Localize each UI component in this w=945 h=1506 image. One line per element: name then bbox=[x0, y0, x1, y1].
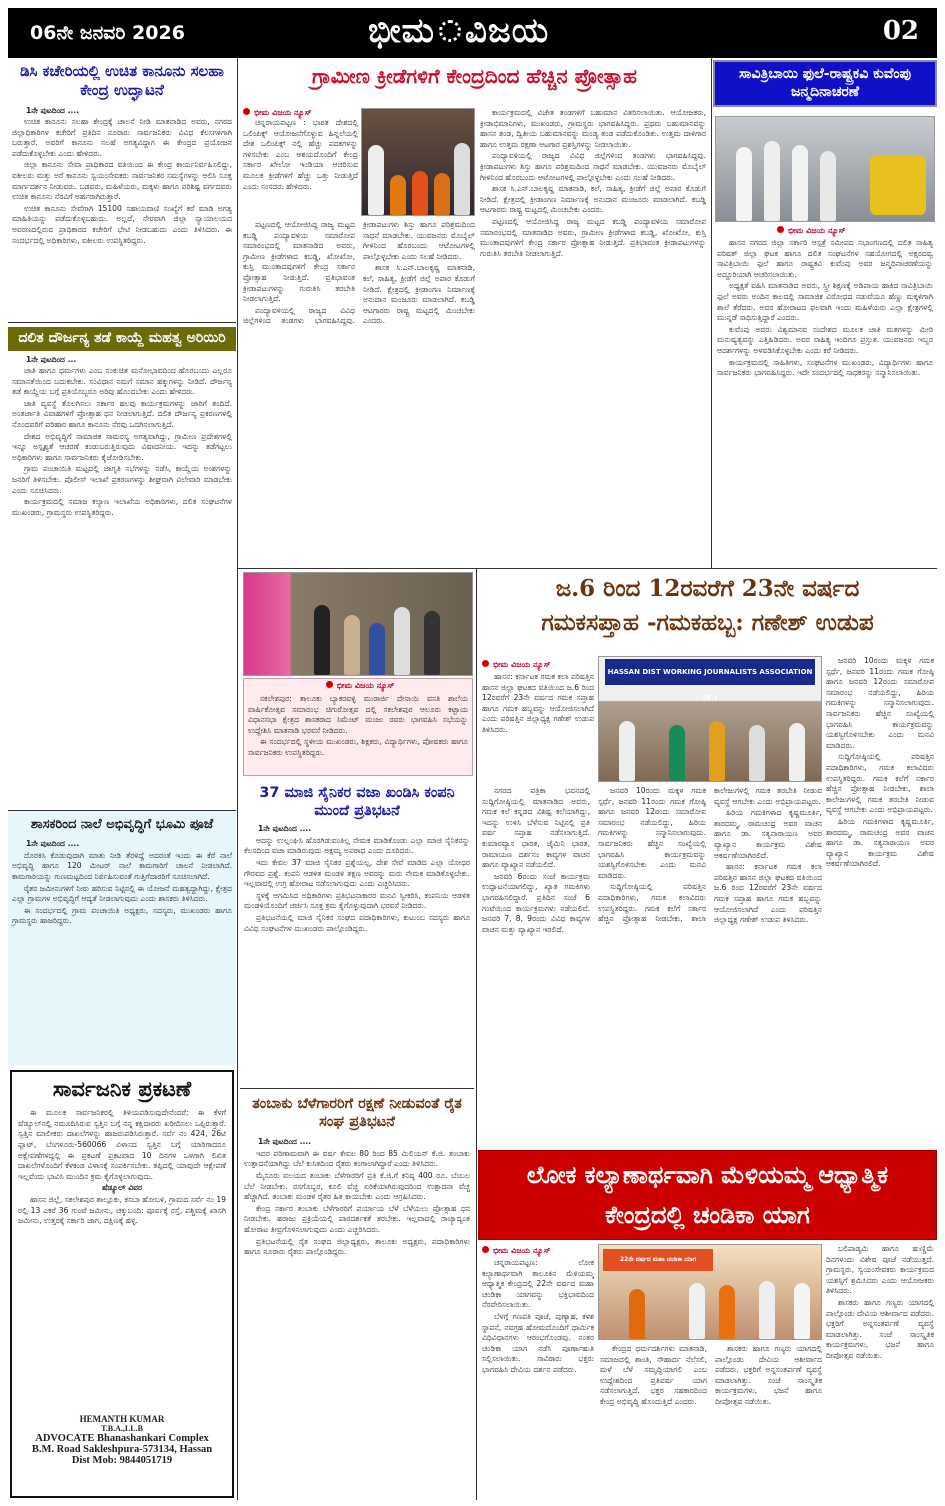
yaga-event-photo bbox=[598, 1244, 822, 1340]
paragraph: ಜಾತಿ ಹಾಗೂ ಧರ್ಮಗಳು ಎಂಬ ಸಂಕುಚಿತ ಮನೋಭಾವದಿಂದ ಹೊರಬಂದು ಎಲ್ಲರೂ ಸಮಾನತೆಯಿಂದ ಬದುಕಬೇಕು. ಸಂವಿಧಾನ ನಮಗೆ ಸಮಾನ ಹಕ್ಕುಗಳನ್ನು ನೀಡಿದೆ. ದೌರ್ಜನ್ಯ ತಡೆ ಕಾಯ್ದೆಯ ಬಗ್ಗೆ ಪ್ರತಿಯೊಬ್ಬರೂ ಅರಿವು ಹೊಂದಬೇಕು ಎಂದು ಹೇಳಿದರು. bbox=[12, 366, 232, 397]
headline: ಗ್ರಾಮೀಣ ಕ್ರೀಡೆಗಳಿಗೆ ಕೇಂದ್ರದಿಂದ ಹೆಚ್ಚಿನ ಪ್ರೋತ್ಸಾಹ bbox=[311, 64, 638, 88]
paragraph: ನಗರದ ಪತ್ರಿಕಾ ಭವನದಲ್ಲಿ ಸುದ್ದಿಗೋಷ್ಠಿಯಲ್ಲಿ ಮಾತನಾಡಿದ ಅವರು, ಗಮಕ ಕಲೆ ಕನ್ನಡದ ವಿಶಿಷ್ಟ ಕಲೆಯಾಗಿದ್ದು, ಇದನ್ನು ಉಳಿಸಿ ಬೆಳೆಸುವ ನಿಟ್ಟಿನಲ್ಲಿ ಪ್ರತಿ ವರ್ಷ ಸಪ್ತಾಹ ನಡೆಸಲಾಗುತ್ತಿದೆ. ಕುಮಾರವ್ಯಾಸ ಭಾರತ, ಜೈಮಿನಿ ಭಾರತ, ರಾಮಾಯಣ ದರ್ಶನಂ ಕಾವ್ಯಗಳ ವಾಚನ ಹಾಗೂ ವ್ಯಾಖ್ಯಾನ ನಡೆಯಲಿದೆ. bbox=[482, 786, 590, 870]
headline: ತಂಬಾಕು ಬೆಳೆಗಾರರಿಗೆ ರಕ್ಷಣೆ ನೀಡುವಂತೆ ರೈತ ಸಂಘ ಪ್ರತಿಭಟನೆ bbox=[252, 1096, 462, 1131]
bullet-icon bbox=[482, 1246, 489, 1253]
photo-caption: ಸಕಲೇಶಪುರ: ತಾಲೂಕು ಬ್ಯಾಕರವಳ್ಳಿ ಮುರಾರ್ಜಿ ದೇಸಾಯಿ ವಸತಿ ಶಾಲೆಯ ವಾರ್ಷಿಕೋತ್ಸವ ಸಮಾರಂಭ ಚಿಗುರೋತ್ಸವ ದಲ್ಲಿ ಸಕಲೇಶಪುರ ಆಲೂರು ಕಟ್ಟಾಯ ವಿಧಾನಸಭಾ ಕ್ಷೇತ್ರದ ಶಾಸಕರಾದ ಸಿಮೆಂಟ್ ಮಂಜು ರವರು ಭಾಗವಹಿಸಿ ಸಭೆಯನ್ನು ಉದ್ದೇಶಿಸಿ ಮಾತನಾಡಿ ಭರವಸೆ ನೀಡಿದರು. bbox=[248, 694, 468, 735]
advocate-address-1: ADVOCATE Bhanashankari Complex bbox=[35, 1433, 209, 1445]
school-anniversary-photo bbox=[243, 572, 473, 676]
paragraph: ಹಿರಿಯ ಗಮಕಿಗಳಾದ ಕೃಷ್ಣಮೂರ್ತಿ, ಶಾರದಮ್ಮ, ರಾಮಚಂದ್ರ ಅವರ ವಾಚನ ಹಾಗೂ ಡಾ. ಸತ್ಯನಾರಾಯಣ ಅವರ ವ್ಯಾಖ್ಯಾನ ಕಾರ್ಯಕ್ರಮ ವಿಶೇಷ ಆಕರ್ಷಣೆಯಾಗಿರಲಿದೆ. bbox=[826, 816, 934, 869]
headline: 37 ಮಾಜಿ ಸೈನಿಕರ ವಜಾ ಖಂಡಿಸಿ ಕಂಪನಿ ಮುಂದೆ ಪ್ರತಿಭಟನೆ bbox=[259, 785, 455, 820]
bullet-icon bbox=[243, 108, 250, 115]
article-legal-aid bbox=[8, 60, 236, 318]
paragraph: ಸ್ಥಳಕ್ಕೆ ಆಗಮಿಸಿದ ಅಧಿಕಾರಿಗಳು ಪ್ರತಿಭಟನಾಕಾರರ ಮನವಿ ಸ್ವೀಕರಿಸಿ, ಕಂಪನಿಯ ಆಡಳಿತ ಮಂಡಳಿಯೊಂದಿಗೆ ಚರ್ಚಿಸಿ ಸೂಕ್ತ ಕ್ರಮ ಕೈಗೊಳ್ಳುವುದಾಗಿ ಭರವಸೆ ನೀಡಿದರು. bbox=[244, 890, 470, 911]
paragraph: ಆದನ್ನು ಉಲ್ಲಂಘಿಸಿ ಹೊರಗಿಡುವಂತಿಲ್ಲ ನೇಮಕ ಮಾಡಿಕೊಂಡು ಎಲ್ಲಾ ಮಾಜಿ ಸೈನಿಕರನ್ನು ಕೆಲಸದಿಂದ ವಜಾ ಮಾಡಿರುವುದು ಅಕ್ಷಮ್ಯ ಅಪರಾಧ ಎಂದು ದೂರಿದರು. bbox=[244, 835, 470, 856]
paragraph: ಉಚಿತ ಕಾನೂನು ಸಲಹಾ ಕೇಂದ್ರಕ್ಕೆ ಚಾಲನೆ ನೀಡಿ ಮಾತನಾಡಿದ ಅವರು, ನಗರದ ಜಿಲ್ಲಾಧಿಕಾರಿಗಳ ಕಚೇರಿಗೆ ಪ್ರತಿದಿನ ನೂರಾರು ಸಾರ್ವಜನಿಕರು ವಿವಿಧ ಕೆಲಸಗಳಿಗಾಗಿ ಬರುತ್ತಾರೆ. ಅವರಿಗೆ ಕಾನೂನು ಸಲಹೆ ಅಗತ್ಯವಿದ್ದಾಗ ಈ ಕೇಂದ್ರದ ಪ್ರಯೋಜನ ಪಡೆದುಕೊಳ್ಳಬೇಕು ಎಂದು ಹೇಳಿದರು. bbox=[12, 117, 232, 158]
paragraph: ಬಲಿಪಾಡ್ಯಮಿ ಹಾಗೂ ಹುಣ್ಣಿಮೆ ದಿನಗಳಂದು ವಿಶೇಷ ಪೂಜೆ ನಡೆಯುತ್ತದೆ. ಗ್ರಾಮಸ್ಥರು, ಸ್ವಯಂಸೇವಕರು ಕಾರ್ಯಕ್ರಮದ ಯಶಸ್ಸಿಗೆ ಶ್ರಮಿಸಿದರು ಎಂದು ಆಯೋಜಕರು ತಿಳಿಸಿದರು. bbox=[826, 1244, 934, 1296]
article-rural-sports bbox=[239, 60, 710, 566]
paragraph: ಪಂದ್ಯಾವಳಿಯಲ್ಲಿ ರಾಜ್ಯದ ವಿವಿಧ ಜಿಲ್ಲೆಗಳಿಂದ ತಂಡಗಳು ಭಾಗವಹಿಸಿದ್ದವು. ಕ್ರೀಡಾಪಟುಗಳು ಶಿಸ್ತು ಹಾಗೂ ಪರಿಶ್ರಮದಿಂದ ಸಾಧನೆ ಮಾಡಬೇಕು. ಯುವಜನರು ಮೊಬೈಲ್ ಗೀಳಿನಿಂದ ಹೊರಬಂದು ಆಟೋಟಗಳಲ್ಲಿ ಪಾಲ್ಗೊಳ್ಳಬೇಕು ಎಂದು ಸಲಹೆ ನೀಡಿದರು. bbox=[243, 220, 475, 326]
paragraph: ಚನ್ನರಾಯಪಟ್ಟಣ : ಭಾರತ ದೇಶದಲ್ಲಿ ಒಲಿಂಪಿಕ್ಸ್ ಆಯೋಜನೆಗೊಳ್ಳುವ ಹಿನ್ನಲೆಯಲ್ಲಿ ದೇಶ ಒಲಿಂಪಿಕ್ಸ್ ನಲ್ಲಿ ಹೆಚ್ಚು ಪದಕಗಳನ್ನು ಗಳಿಸಬೇಕು ಎಂಬ ಆಶಯದೊಂದಿಗೆ ಕೇಂದ್ರ ಸರ್ಕಾರ ಖೇಲೋ ಇಂಡಿಯಾ ಆಚರಿಸುವ ಮೂಲಕ ಕ್ರೀಡೆಗಳಿಗೆ ಹೆಚ್ಚು ಒತ್ತು ನೀಡುತ್ತಿದೆ ಎಂದು ಸಂಸದರು ಹೇಳಿದರು. bbox=[243, 118, 358, 191]
article-ex-soldiers-protest bbox=[240, 780, 474, 1086]
paragraph: ಕೇಂದ್ರದ ಧರ್ಮದರ್ಶಿಗಳು ಮಾತನಾಡಿ, ಸಮಾಜದಲ್ಲಿ ಶಾಂತಿ, ಸೌಹಾರ್ದ ನೆಲೆಸಲಿ, ಮಳೆ ಬೆಳೆ ಸಮೃದ್ಧಿಯಾಗಲಿ ಎಂಬ ಉದ್ದೇಶದಿಂದ ಪ್ರತಿವರ್ಷ ಯಾಗ ನಡೆಸಲಾಗುತ್ತಿದೆ. ಭಕ್ತರ ಸಹಕಾರದಿಂದ ಕೇಂದ್ರ ಅಭಿವೃದ್ಧಿ ಹೊಂದುತ್ತಿದೆ ಎಂದರು. bbox=[600, 1344, 707, 1406]
paragraph: ಹಿರಿಯ ಗಮಕಿಗಳಾದ ಕೃಷ್ಣಮೂರ್ತಿ, ಶಾರದಮ್ಮ, ರಾಮಚಂದ್ರ ಅವರ ವಾಚನ ಹಾಗೂ ಡಾ. ಸತ್ಯನಾರಾಯಣ ಅವರ ವ್ಯಾಖ್ಯಾನ ಕಾರ್ಯಕ್ರಮ ವಿಶೇಷ ಆಕರ್ಷಣೆಯಾಗಿರಲಿದೆ. bbox=[714, 808, 822, 860]
paragraph: ಕೇಂದ್ರ ಸರ್ಕಾರ ತಂಬಾಕು ಬೆಳೆಗಾರರಿಗೆ ಪರ್ಯಾಯ ಬೆಳೆ ಬೆಳೆಯಲು ಪ್ರೋತ್ಸಾಹ ಧನ ನೀಡಬೇಕು. ಹರಾಜು ಪ್ರಕ್ರಿಯೆಯಲ್ಲಿ ಪಾರದರ್ಶಕತೆ ತರಬೇಕು. ಇಲ್ಲವಾದಲ್ಲಿ ರಾಜ್ಯಾದ್ಯಂತ ಹೋರಾಟ ತೀವ್ರಗೊಳಿಸಲಾಗುವುದು ಎಂದು ಎಚ್ಚರಿಸಿದರು. bbox=[244, 1203, 470, 1234]
article-savitribai-kuvempu bbox=[713, 60, 937, 566]
paragraph: ಅಧ್ಯಕ್ಷತೆ ವಹಿಸಿ ಮಾತನಾಡಿದ ಅವರು, ಸ್ತ್ರೀ ಶಿಕ್ಷಣಕ್ಕೆ ಅಡಿಪಾಯ ಹಾಕಿದ ಸಾವಿತ್ರಿಬಾಯಿ ಫುಲೆ ಅವರು ಅಂದಿನ ಕಾಲದಲ್ಲಿ ಸಾಮಾಜಿಕ ವಿರೋಧದ ನಡುವೆಯೂ ಹೆಣ್ಣು ಮಕ್ಕಳಿಗಾಗಿ ಶಾಲೆ ತೆರೆದರು. ಅವರ ಹೋರಾಟದ ಫಲವಾಗಿ ಇಂದು ಮಹಿಳೆಯರು ಎಲ್ಲಾ ಕ್ಷೇತ್ರಗಳಲ್ಲಿ ಮುನ್ನಡೆ ಸಾಧಿಸುತ್ತಿದ್ದಾರೆ ಎಂದರು. bbox=[717, 281, 933, 323]
paragraph: ಪಟ್ಟಣದಲ್ಲಿ ಆಯೋಜಿಸಿದ್ದ ರಾಜ್ಯ ಮಟ್ಟದ ಕಬಡ್ಡಿ ಪಂದ್ಯಾವಳಿಯ ಸಮಾರೋಪ ಸಮಾರಂಭದಲ್ಲಿ ಮಾತನಾಡಿದ ಅವರು, ಗ್ರಾಮೀಣ ಕ್ರೀಡೆಗಳಾದ ಕಬಡ್ಡಿ, ಖೋಖೋ, ಕುಸ್ತಿ ಮುಂತಾದವುಗಳಿಗೆ ಕೇಂದ್ರ ಸರ್ಕಾರ ಪ್ರೋತ್ಸಾಹ ನೀಡುತ್ತಿದೆ. ಪ್ರತಿಭಾವಂತ ಕ್ರೀಡಾಪಟುಗಳನ್ನು ಗುರುತಿಸಿ ತರಬೇತಿ ನೀಡಲಾಗುತ್ತಿದೆ. bbox=[480, 216, 706, 258]
paragraph: ಶಾಸಕರು ಹಾಗೂ ಗಣ್ಯರು ಯಾಗದಲ್ಲಿ ಪಾಲ್ಗೊಂಡು ದೇವಿಯ ಆಶೀರ್ವಾದ ಪಡೆದರು. ಭಕ್ತರಿಗೆ ಅನ್ನಸಂತರ್ಪಣೆ ವ್ಯವಸ್ಥೆ ಮಾಡಲಾಗಿತ್ತು. ಸಂಜೆ ಸಾಂಸ್ಕೃತಿಕ ಕಾರ್ಯಕ್ರಮಗಳು, ಭಜನೆ ಹಾಗೂ ದೀಪೋತ್ಸವ ನಡೆಯಿತು. bbox=[715, 1344, 822, 1406]
masthead bbox=[8, 8, 937, 58]
public-notice bbox=[10, 1070, 234, 1498]
byline: ಭೀಮ ವಿಜಯ ನ್ಯೂಸ್ bbox=[777, 226, 845, 236]
column-rule bbox=[711, 58, 712, 568]
newspaper-logo bbox=[368, 11, 549, 51]
headline bbox=[478, 572, 937, 640]
paragraph: ಸುದ್ದಿಗೋಷ್ಠಿಯಲ್ಲಿ ಪರಿಷತ್ತಿನ ಪದಾಧಿಕಾರಿಗಳು, ಗಮಕ ಕಲಾವಿದರು ಉಪಸ್ಥಿತರಿದ್ದರು. ಗಮಕ ಕಲೆಗೆ ಸರ್ಕಾರ ಹೆಚ್ಚಿನ ಪ್ರೋತ್ಸಾಹ ನೀಡಬೇಕು, ಶಾಲಾ ಕಾಲೇಜುಗಳಲ್ಲಿ ಗಮಕ ತರಬೇತಿ ನೀಡುವ ವ್ಯವಸ್ಥೆ ಆಗಬೇಕು ಎಂದು ಅಭಿಪ್ರಾಯಪಟ್ಟರು. bbox=[598, 786, 822, 924]
paragraph: ಹಾಸನ: ಕರ್ನಾಟಕ ಗಮಕ ಕಲಾ ಪರಿಷತ್ತಿನ ಹಾಸನ ಜಿಲ್ಲಾ ಘಟಕದ ವತಿಯಿಂದ ಜ.6 ರಿಂದ 12ರವರೆಗೆ 23ನೇ ವರ್ಷದ ಗಮಕ ಸಪ್ತಾಹ ಹಾಗೂ ಗಮಕ ಹಬ್ಬವನ್ನು ಆಯೋಜಿಸಲಾಗಿದೆ ಎಂದು ಪರಿಷತ್ತಿನ ಜಿಲ್ಲಾಧ್ಯಕ್ಷ ಗಣೇಶ್ ಉಡುಪ ತಿಳಿಸಿದರು. bbox=[714, 862, 822, 925]
paragraph: ಜಿಲ್ಲಾ ಕಾನೂನು ಸೇವಾ ಪ್ರಾಧಿಕಾರದ ವತಿಯಿಂದ ಈ ಕೇಂದ್ರ ಕಾರ್ಯನಿರ್ವಹಿಸಲಿದ್ದು, ವಕೀಲರು ಮತ್ತು ಅರೆ ಕಾನೂನು ಸ್ವಯಂಸೇವಕರು ಸಾರ್ವಜನಿಕರ ಸಮಸ್ಯೆಗಳನ್ನು ಆಲಿಸಿ ಸೂಕ್ತ ಮಾರ್ಗದರ್ಶನ ನೀಡುವರು. ಬಡವರು, ಮಹಿಳೆಯರು, ಮಕ್ಕಳು ಹಾಗೂ ಪರಿಶಿಷ್ಟ ವರ್ಗದವರು ಉಚಿತ ಕಾನೂನು ನೆರವಿಗೆ ಅರ್ಹರಾಗಿರುತ್ತಾರೆ. bbox=[12, 160, 232, 202]
photo-caption: ಈ ಸಂದರ್ಭದಲ್ಲಿ ಸ್ಥಳೀಯ ಮುಖಂಡರು, ಶಿಕ್ಷಕರು, ವಿದ್ಯಾರ್ಥಿಗಳು, ಪೋಷಕರು ಹಾಗೂ ಸಾರ್ವಜನಿಕರು ಉಪಸ್ಥಿತರಿದ್ದರು. bbox=[248, 737, 468, 757]
paragraph: ಗ್ರಾಮ ಪಂಚಾಯಿತಿ ಮಟ್ಟದಲ್ಲಿ ಜಾಗೃತಿ ಸಭೆಗಳನ್ನು ನಡೆಸಿ, ಕಾಯ್ದೆಯ ಅಂಶಗಳನ್ನು ಜನರಿಗೆ ತಿಳಿಸಬೇಕು. ಪೊಲೀಸ್ ಇಲಾಖೆ ಪ್ರಕರಣಗಳನ್ನು ಶೀಘ್ರವಾಗಿ ವಿಲೇವಾರಿ ಮಾಡಬೇಕು ಎಂದು ಸೂಚಿಸಿದರು. bbox=[12, 464, 232, 495]
continued-label: 1ನೇ ಪುಟದಿಂದ .... bbox=[26, 105, 80, 115]
paragraph: ಕುವೆಂಪು ಅವರು ವಿಶ್ವಮಾನವ ಸಂದೇಶದ ಮೂಲಕ ಜಾತಿ ಮತಗಳನ್ನು ಮೀರಿ ಮನುಷ್ಯತ್ವವನ್ನು ಎತ್ತಿಹಿಡಿದರು. ಅವರ ಸಾಹಿತ್ಯ ಇಂದಿಗೂ ಪ್ರಸ್ತುತ. ಯುವಜನರು ಇಬ್ಬರ ಆದರ್ಶಗಳನ್ನು ಅಳವಡಿಸಿಕೊಳ್ಳಬೇಕು ಎಂದು ಕರೆ ನೀಡಿದರು. bbox=[717, 324, 933, 355]
paragraph: ಶಾಸಕ ಸಿ.ಎನ್.ಬಾಲಕೃಷ್ಣ ಮಾತನಾಡಿ, ಕಲೆ, ಸಾಹಿತ್ಯ, ಕ್ರೀಡೆಗೆ ಜಿಲ್ಲೆ ಅಪಾರ ಕೊಡುಗೆ ನೀಡಿದೆ. ಕ್ಷೇತ್ರದಲ್ಲಿ ಕ್ರೀಡಾಂಗಣ ನಿರ್ಮಾಣಕ್ಕೆ ಅನುದಾನ ಮಂಜೂರು ಮಾಡಲಾಗಿದೆ. ಕಬಡ್ಡಿ ಆಟಗಾರರು ರಾಷ್ಟ್ರ ಮಟ್ಟದಲ್ಲಿ ಮಿಂಚಬೇಕು ಎಂದರು. bbox=[480, 184, 706, 215]
paragraph: ದೇಶದ ಅಭಿವೃದ್ಧಿಗೆ ಸಾಮಾಜಿಕ ಸಾಮರಸ್ಯ ಅಗತ್ಯವಾಗಿದ್ದು, ಗ್ರಾಮೀಣ ಪ್ರದೇಶಗಳಲ್ಲಿ ಇನ್ನೂ ಅಸ್ಪೃಶ್ಯತೆ ಆಚರಣೆ ಕಂಡುಬರುತ್ತಿರುವುದು ವಿಷಾದನೀಯ. ಇದನ್ನು ತಡೆಗಟ್ಟಲು ಅಧಿಕಾರಿಗಳು ಹಾಗೂ ಸಾರ್ವಜನಿಕರು ಕೈಜೋಡಿಸಬೇಕು. bbox=[12, 431, 232, 462]
advocate-address-2: B.M. Road Sakleshpura-573134, Hassan bbox=[31, 1444, 213, 1456]
paragraph: ಕಾರ್ಯಕ್ರಮದಲ್ಲಿ ಸಮಾಜ ಕಲ್ಯಾಣ ಇಲಾಖೆಯ ಅಧಿಕಾರಿಗಳು, ದಲಿತ ಸಂಘಟನೆಗಳ ಮುಖಂಡರು, ಗ್ರಾಮಸ್ಥರು ಉಪಸ್ಥಿತರಿದ್ದರು. bbox=[12, 497, 232, 517]
paragraph: ಪಟ್ಟಣದಲ್ಲಿ ಆಯೋಜಿಸಿದ್ದ ರಾಜ್ಯ ಮಟ್ಟದ ಕಬಡ್ಡಿ ಪಂದ್ಯಾವಳಿಯ ಸಮಾರೋಪ ಸಮಾರಂಭದಲ್ಲಿ ಮಾತನಾಡಿದ ಅವರು, ಗ್ರಾಮೀಣ ಕ್ರೀಡೆಗಳಾದ ಕಬಡ್ಡಿ, ಖೋಖೋ, ಕುಸ್ತಿ ಮುಂತಾದವುಗಳಿಗೆ ಕೇಂದ್ರ ಸರ್ಕಾರ ಪ್ರೋತ್ಸಾಹ ನೀಡುತ್ತಿದೆ. ಪ್ರತಿಭಾವಂತ ಕ್ರೀಡಾಪಟುಗಳನ್ನು ಗುರುತಿಸಿ ತರಬೇತಿ ನೀಡಲಾಗುತ್ತಿದೆ. bbox=[243, 220, 355, 304]
issue-date: 06ನೇ ಜನವರಿ 2026 bbox=[30, 22, 185, 44]
column-rule bbox=[237, 58, 238, 1500]
paragraph: ದೊರಕಿಸಿ ಕೊಡುವುದಾಗಿ ಮಾತು ನೀಡಿ ತೆರಳಿದ್ದೆ ಅದರಂತೆ ಇಂದು ಈ ಕೆರೆ ನಾಲೆ ಅಭಿವೃದ್ಧಿ ಹಾಗೂ 120 ಮೀಟರ್ ನಾಲೆ ಕಾಮಗಾರಿಗೆ ಚಾಲನೆ ನೀಡಲಾಗಿದೆ. ಕಾಮಗಾರಿಯನ್ನು ಗುಣಮಟ್ಟದಿಂದ ನಿರ್ವಹಿಸುವಂತೆ ಗುತ್ತಿಗೆದಾರರಿಗೆ ಸೂಚಿಸಲಾಗಿದೆ. bbox=[12, 850, 232, 882]
article-atrocity-act bbox=[8, 322, 236, 806]
article-chandika-yaga bbox=[478, 1150, 937, 1500]
paragraph: ಸುದ್ದಿಗೋಷ್ಠಿಯಲ್ಲಿ ಪರಿಷತ್ತಿನ ಪದಾಧಿಕಾರಿಗಳು, ಗಮಕ ಕಲಾವಿದರು ಉಪಸ್ಥಿತರಿದ್ದರು. ಗಮಕ ಕಲೆಗೆ ಸರ್ಕಾರ ಹೆಚ್ಚಿನ ಪ್ರೋತ್ಸಾಹ ನೀಡಬೇಕು, ಶಾಲಾ ಕಾಲೇಜುಗಳಲ್ಲಿ ಗಮಕ ತರಬೇತಿ ನೀಡುವ ವ್ಯವಸ್ಥೆ ಆಗಬೇಕು ಎಂದು ಅಭಿಪ್ರಾಯಪಟ್ಟರು. bbox=[826, 752, 934, 815]
headline: ದಲಿತ ದೌರ್ಜನ್ಯ ತಡೆ ಕಾಯ್ದೆ ಮಹತ್ವ ಅರಿಯಿರಿ bbox=[8, 327, 236, 351]
paragraph: ಈ ಸಂದರ್ಭದಲ್ಲಿ ಗ್ರಾಮ ಪಂಚಾಯಿತಿ ಅಧ್ಯಕ್ಷರು, ಸದಸ್ಯರು, ಮುಖಂಡರು ಹಾಗೂ ಗ್ರಾಮಸ್ಥರು ಹಾಜರಿದ್ದರು. bbox=[12, 905, 232, 926]
paragraph: ಪ್ರತಿಭಟನೆಯಲ್ಲಿ ಮಾಜಿ ಸೈನಿಕರ ಸಂಘದ ಪದಾಧಿಕಾರಿಗಳು, ಕುಟುಂಬ ಸದಸ್ಯರು ಹಾಗೂ ವಿವಿಧ ಸಂಘಟನೆಗಳ ಮುಖಂಡರು ಪಾಲ್ಗೊಂಡಿದ್ದರು. bbox=[244, 913, 470, 933]
paragraph: ಹಾಸನ: ಕರ್ನಾಟಕ ಗಮಕ ಕಲಾ ಪರಿಷತ್ತಿನ ಹಾಸನ ಜಿಲ್ಲಾ ಘಟಕದ ವತಿಯಿಂದ ಜ.6 ರಿಂದ 12ರವರೆಗೆ 23ನೇ ವರ್ಷದ ಗಮಕ ಸಪ್ತಾಹ ಹಾಗೂ ಗಮಕ ಹಬ್ಬವನ್ನು ಆಯೋಜಿಸಲಾಗಿದೆ ಎಂದು ಪರಿಷತ್ತಿನ ಜಿಲ್ಲಾಧ್ಯಕ್ಷ ಗಣೇಶ್ ಉಡುಪ ತಿಳಿಸಿದರು. bbox=[482, 672, 594, 734]
ashoka-chakra-icon bbox=[439, 20, 461, 42]
article-gamaka-week bbox=[478, 572, 937, 1146]
paragraph: ಉಚಿತ ಕಾನೂನು ಸೇವೆಗಾಗಿ 15100 ಸಹಾಯವಾಣಿ ಸಂಖ್ಯೆಗೆ ಕರೆ ಮಾಡಿ ಅಗತ್ಯ ಮಾಹಿತಿಯನ್ನು ಪಡೆದುಕೊಳ್ಳಬಹುದು. ಅಲ್ಲದೆ, ನೇರವಾಗಿ ಜಿಲ್ಲಾ ನ್ಯಾಯಾಲಯದ ಆವರಣದಲ್ಲಿರುವ ಪ್ರಾಧಿಕಾರದ ಕಚೇರಿಗೆ ಭೇಟಿ ನೀಡಬಹುದು ಎಂದು ತಿಳಿಸಿದರು. ಈ ಸಂದರ್ಭದಲ್ಲಿ ಅಧಿಕಾರಿಗಳು, ವಕೀಲರು ಉಪಸ್ಥಿತರಿದ್ದರು. bbox=[12, 203, 232, 245]
photo-caption-box bbox=[243, 678, 473, 776]
headline: ಸಾವಿತ್ರಿಬಾಯಿ ಫುಲೆ-ರಾಷ್ಟ್ರಕವಿ ಕುವೆಂಪು ಜನ್ಮದಿನಾಚರಣೆ bbox=[713, 60, 937, 107]
advocate-name: HEMANTH KUMAR bbox=[79, 1414, 165, 1425]
continued-label: 1ನೇ ಪುಟದಿಂದ .... bbox=[258, 1137, 312, 1147]
schedule-label: ಷೆಡ್ಯೂಲ್ ವಿವರ bbox=[101, 1183, 142, 1193]
paragraph: ಬೆಳಗ್ಗೆ ಗಣಪತಿ ಪೂಜೆ, ಪುಣ್ಯಾಹ, ಕಳಶ ಸ್ಥಾಪನೆ, ನವಗ್ರಹ ಹೋಮದೊಂದಿಗೆ ಧಾರ್ಮಿಕ ವಿಧಿವಿಧಾನಗಳು ಆರಂಭಗೊಂಡವು. ನಂತರ ಚಂಡಿಕಾ ಯಾಗ ನಡೆಸಿ ಪೂರ್ಣಾಹುತಿ ಸಲ್ಲಿಸಲಾಯಿತು. ಸಾವಿರಾರು ಭಕ್ತರು ಭಾಗವಹಿಸಿ ದೇವಿಯ ದರ್ಶನ ಪಡೆದರು. bbox=[482, 1311, 594, 1374]
bullet-icon bbox=[777, 226, 784, 233]
headline-line-1: ಜ.6 ರಿಂದ 12ರವರೆಗೆ 23ನೇ ವರ್ಷದ bbox=[555, 575, 860, 602]
logo-text-left: ಭೀಮ bbox=[368, 11, 435, 51]
paragraph: ಮೈಸೂರು ವಲಯದ ತಂಬಾಕು ಬೆಳೆಗಾರರಿಗೆ ಪ್ರತಿ ಕೆ.ಜಿ.ಗೆ ಕನಿಷ್ಠ 400 ರೂ. ಬೆಂಬಲ ಬೆಲೆ ನೀಡಬೇಕು. ರಸಗೊಬ್ಬರ, ಕೂಲಿ ವೆಚ್ಚ ಏರಿಕೆಯಾಗಿರುವುದರಿಂದ ಉತ್ಪಾದನಾ ವೆಚ್ಚ ಹೆಚ್ಚಾಗಿದೆ. ತಂಬಾಕು ಮಂಡಳಿ ರೈತರ ಹಿತ ಕಾಯಬೇಕು ಎಂದು ಆಗ್ರಹಿಸಿದರು. bbox=[244, 1171, 470, 1202]
paragraph: ಇದರ ಪರಿಣಾಮವಾಗಿ ಈ ವರ್ಷ ಕೇವಲ 80 ರಿಂದ 85 ಮಿಲಿಯನ್ ಕೆ.ಜಿ. ತಂಬಾಕು ಉತ್ಪಾದನೆಯಾಗಿದ್ದು ಬೆಲೆ ಕುಸಿತದಿಂದ ರೈತರು ಕಂಗಾಲಾಗಿದ್ದಾರೆ ಎಂದು ತಿಳಿಸಿದರು. bbox=[244, 1148, 470, 1169]
paragraph: ಪಂದ್ಯಾವಳಿಯಲ್ಲಿ ರಾಜ್ಯದ ವಿವಿಧ ಜಿಲ್ಲೆಗಳಿಂದ ತಂಡಗಳು ಭಾಗವಹಿಸಿದ್ದವು. ಕ್ರೀಡಾಪಟುಗಳು ಶಿಸ್ತು ಹಾಗೂ ಪರಿಶ್ರಮದಿಂದ ಸಾಧನೆ ಮಾಡಬೇಕು. ಯುವಜನರು ಮೊಬೈಲ್ ಗೀಳಿನಿಂದ ಹೊರಬಂದು ಆಟೋಟಗಳಲ್ಲಿ ಪಾಲ್ಗೊಳ್ಳಬೇಕು ಎಂದು ಸಲಹೆ ನೀಡಿದರು. bbox=[480, 151, 706, 182]
paragraph: ಚನ್ನರಾಯಪಟ್ಟಣ: ಲೋಕ ಕಲ್ಯಾಣಾರ್ಥವಾಗಿ ತಾಲೂಕಿನ ಮೆಳಿಯಮ್ಮ ಆಧ್ಯಾತ್ಮಿಕ ಕೇಂದ್ರದಲ್ಲಿ 22ನೇ ವರ್ಷದ ಮಹಾ ಚಂಡಿಕಾ ಯಾಗವನ್ನು ಭಕ್ತಿಭಾವದಿಂದ ನೆರವೇರಿಸಲಾಯಿತು. bbox=[482, 1258, 594, 1310]
advocate-degree: T.B.A.,LL.B bbox=[101, 1424, 143, 1434]
paragraph: ಜನವರಿ 10ರಂದು ಮಕ್ಕಳ ಗಮಕ ಸ್ಪರ್ಧೆ, ಜನವರಿ 11ರಂದು ಗಮಕ ಗೋಷ್ಠಿ ಹಾಗೂ ಜನವರಿ 12ರಂದು ಸಮಾರೋಪ ಸಮಾರಂಭ ನಡೆಯಲಿದ್ದು, ಹಿರಿಯ ಗಮಕಿಗಳನ್ನು ಸನ್ಮಾನಿಸಲಾಗುವುದು. ಸಾರ್ವಜನಿಕರು ಹೆಚ್ಚಿನ ಸಂಖ್ಯೆಯಲ್ಲಿ ಭಾಗವಹಿಸಿ ಕಾರ್ಯಕ್ರಮವನ್ನು ಯಶಸ್ವಿಗೊಳಿಸಬೇಕು ಎಂದು ಮನವಿ ಮಾಡಿದರು. bbox=[598, 786, 706, 880]
paragraph: ಹಾಸನ ಜಿಲ್ಲೆ, ಸಕಲೇಶಪುರ ತಾಲ್ಲೂಕು, ಕಸಬಾ ಹೋಬಳಿ, ಗ್ರಾಮದ ಸರ್ವೆ ನಂ 19 ರಲ್ಲಿ 13 ಎಕರೆ 36 ಗುಂಟೆ ಜಮೀನು, ಚಕ್ಕುಬಂದಿ: ಪೂರ್ವಕ್ಕೆ ರಸ್ತೆ, ಪಶ್ಚಿಮಕ್ಕೆ ಖಾಸಗಿ ಜಮೀನು, ಉತ್ತರಕ್ಕೆ ಸರ್ಕಾರಿ ಜಾಗ, ದಕ್ಷಿಣಕ್ಕೆ ಹಳ್ಳ. bbox=[18, 1195, 226, 1226]
byline: ಭೀಮ ವಿಜಯ ನ್ಯೂಸ್ bbox=[248, 681, 472, 691]
continued-label: 1ನೇ ಪುಟದಿಂದ .... bbox=[26, 839, 80, 849]
event-banner: 22ನೇ ವರ್ಷದ ಮಹಾ ಚಂಡಿಕಾ ಯಾಗ bbox=[603, 1249, 713, 1271]
paragraph: ಈ ಮೂಲಕ ಸಾರ್ವಜನಿಕರಲ್ಲಿ ತಿಳಿಯಪಡಿಸುವುದೇನೆಂದರೆ; ಈ ಕೆಳಗೆ ಷೆಡ್ಯೂಲ್‌ನಲ್ಲಿ ನಮೂದಿಸಿರುವ ಸ್ವತ್ತಿನ ಬಗ್ಗೆ ನನ್ನ ಕಕ್ಷಿದಾರರು ಖರೀದಿಸಲು ಒಪ್ಪಿರುತ್ತಾರೆ. ಸ್ವತ್ತಿನ ಮಾಲೀಕರು ದಾಖಲೆಗಳನ್ನು ಹಾಜರುಪಡಿಸಿರುತ್ತಾರೆ. ಸರ್ವೆ ನಂ 424, 26ಟಿ ಫ್ಲಾಟ್, ಬೆಂಗಳೂರು-560066 ವಿಳಾಸದ ಸ್ವತ್ತಿನ ಬಗ್ಗೆ ಯಾರಿಗಾದರೂ ಆಕ್ಷೇಪಣೆಗಳಿದ್ದಲ್ಲಿ ಈ ಪ್ರಕಟಣೆ ಪ್ರಕಟವಾದ 10 ದಿನಗಳ ಒಳಗಾಗಿ ಲಿಖಿತ ದಾಖಲೆಗಳೊಂದಿಗೆ ಕೆಳಕಂಡ ವಿಳಾಸಕ್ಕೆ ಸಂಪರ್ಕಿಸಬೇಕು. ತಪ್ಪಿದಲ್ಲಿ ಯಾವುದೇ ಆಕ್ಷೇಪಣೆ ಇಲ್ಲವೆಂದು ಭಾವಿಸಿ ಮುಂದಿನ ಕ್ರಮ ಕೈಗೊಳ್ಳಲಾಗುವುದು. bbox=[18, 1108, 226, 1181]
paragraph: ಜನವರಿ 6ರಂದು ಸಂಜೆ ಕಾರ್ಯಕ್ರಮ ಉದ್ಘಾಟನೆಯಾಗಲಿದ್ದು, ಖ್ಯಾತ ಗಮಕಿಗಳು ಭಾಗವಹಿಸಲಿದ್ದಾರೆ. ಪ್ರತಿದಿನ ಸಂಜೆ 6 ಗಂಟೆಯಿಂದ ಕಾರ್ಯಕ್ರಮಗಳು ನಡೆಯಲಿವೆ. ಜನವರಿ 7, 8, 9ರಂದು ವಿವಿಧ ಕಾವ್ಯಗಳ ವಾಚನ ಮತ್ತು ವ್ಯಾಖ್ಯಾನ ಇರಲಿದೆ. bbox=[482, 871, 590, 934]
logo-text-right: ವಿಜಯ bbox=[464, 11, 550, 51]
headline: ಶಾಸಕರಿಂದ ನಾಲೆ ಅಭಿವೃದ್ಧಿಗೆ ಭೂಮಿ ಪೂಜೆ bbox=[30, 817, 214, 832]
advocate-phone: Dist Mob: 9844051719 bbox=[71, 1455, 173, 1467]
headline-line-2: ಗಮಕಸಪ್ತಾಹ -ಗಮಕಹಬ್ಬ: ಗಣೇಶ್ ಉಡುಪ bbox=[541, 609, 874, 636]
byline: ಭೀಮ ವಿಜಯ ನ್ಯೂಸ್ bbox=[482, 660, 550, 670]
headline: ಲೋಕ ಕಲ್ಯಾಣಾರ್ಥವಾಗಿ ಮೆಳಿಯಮ್ಮ ಆಧ್ಯಾತ್ಮಿಕ ಕೇಂದ್ರದಲ್ಲಿ ಚಂಡಿಕಾ ಯಾಗ bbox=[478, 1150, 937, 1240]
bullet-icon bbox=[326, 681, 333, 688]
paragraph: ಹಾಸನ ನಗರದ ಜಿಲ್ಲಾ ಸರ್ಕಾರಿ ಆಸ್ಪತ್ರೆ ಸಮೀಪದ ಸಭಾಂಗಣದಲ್ಲಿ ದಲಿತ ಸಾಹಿತ್ಯ ಪರಿಷತ್ ಜಿಲ್ಲಾ ಘಟಕ ಹಾಗೂ ದಲಿತ ಸಂಘಟನೆಗಳ ಸಹಯೋಗದಲ್ಲಿ ಅಕ್ಷರದವ್ವ ಸಾವಿತ್ರಿಬಾಯಿ ಫುಲೆ ಹಾಗೂ ರಾಷ್ಟ್ರಕವಿ ಕುವೆಂಪು ಅವರ ಜನ್ಮದಿನಾಚರಣೆಯನ್ನು ಅದ್ದೂರಿಯಾಗಿ ಆಚರಿಸಲಾಯಿತು. bbox=[717, 238, 933, 279]
notice-title: ಸಾರ್ವಜನಿಕ ಪ್ರಕಟಣೆ bbox=[52, 1077, 192, 1101]
paragraph: ಕಾರ್ಯಕ್ರಮದಲ್ಲಿ ವಿಜೇತ ತಂಡಗಳಿಗೆ ಬಹುಮಾನ ವಿತರಿಸಲಾಯಿತು. ಆಯೋಜಕರು, ಕ್ರೀಡಾಭಿಮಾನಿಗಳು, ಮುಖಂಡರು, ಗ್ರಾಮಸ್ಥರು ಭಾಗವಹಿಸಿದ್ದರು. ಪ್ರಥಮ ಬಹುಮಾನವನ್ನು ಹಾಸನ ತಂಡ, ದ್ವಿತೀಯ ಬಹುಮಾನವನ್ನು ಮಂಡ್ಯ ತಂಡ ಪಡೆದುಕೊಂಡಿತು. ಉತ್ತಮ ದಾಳಿಗಾರ ಹಾಗೂ ಉತ್ತಮ ರಕ್ಷಣಾ ಆಟಗಾರ ಪ್ರಶಸ್ತಿಗಳನ್ನು ನೀಡಲಾಯಿತು. bbox=[480, 108, 706, 149]
jayanti-event-photo bbox=[715, 116, 935, 222]
paragraph: ಜಾತಿ ವ್ಯವಸ್ಥೆ ತೊಲಗಿಸಲು ಸರ್ಕಾರ ಹಲವು ಕಾರ್ಯಕ್ರಮಗಳನ್ನು ಜಾರಿಗೆ ತಂದಿದೆ. ಅಂತರ್ಜಾತಿ ವಿವಾಹಗಳಿಗೆ ಪ್ರೋತ್ಸಾಹ ಧನ ನೀಡಲಾಗುತ್ತಿದೆ. ದಲಿತ ದೌರ್ಜನ್ಯ ಪ್ರಕರಣಗಳಲ್ಲಿ ನೊಂದವರಿಗೆ ಪರಿಹಾರ ಹಾಗೂ ಕಾನೂನು ನೆರವು ಒದಗಿಸಲಾಗುತ್ತಿದೆ. bbox=[12, 398, 232, 430]
paragraph: ಪ್ರತಿಭಟನೆಯಲ್ಲಿ ರೈತ ಸಂಘದ ಜಿಲ್ಲಾಧ್ಯಕ್ಷರು, ತಾಲೂಕು ಅಧ್ಯಕ್ಷರು, ಪದಾಧಿಕಾರಿಗಳು ಹಾಗೂ ನೂರಾರು ರೈತರು ಪಾಲ್ಗೊಂಡಿದ್ದರು. bbox=[244, 1236, 470, 1257]
sports-felicitation-photo bbox=[361, 108, 475, 216]
paragraph: ಇದು ಕೇವಲ 37 ಮಾಜಿ ಸೈನಿಕರ ಪ್ರಶ್ನೆಯಲ್ಲ, ದೇಶ ಸೇವೆ ಮಾಡಿದ ಎಲ್ಲಾ ಯೋಧರ ಗೌರವದ ಪ್ರಶ್ನೆ. ಕಂಪನಿ ಆಡಳಿತ ಮಂಡಳಿ ತಕ್ಷಣ ಅವರನ್ನು ಮರು ನೇಮಕ ಮಾಡಿಕೊಳ್ಳಬೇಕು. ಇಲ್ಲವಾದಲ್ಲಿ ಉಗ್ರ ಹೋರಾಟ ನಡೆಸಲಾಗುವುದು ಎಂದು ಎಚ್ಚರಿಸಿದರು. bbox=[244, 858, 470, 889]
continued-label: 1ನೇ ಪುಟದಿಂದ .... bbox=[258, 824, 312, 834]
press-meet-photo bbox=[598, 656, 822, 782]
paragraph: ಶಾಸಕರು ಹಾಗೂ ಗಣ್ಯರು ಯಾಗದಲ್ಲಿ ಪಾಲ್ಗೊಂಡು ದೇವಿಯ ಆಶೀರ್ವಾದ ಪಡೆದರು. ಭಕ್ತರಿಗೆ ಅನ್ನಸಂತರ್ಪಣೆ ವ್ಯವಸ್ಥೆ ಮಾಡಲಾಗಿತ್ತು. ಸಂಜೆ ಸಾಂಸ್ಕೃತಿಕ ಕಾರ್ಯಕ್ರಮಗಳು, ಭಜನೆ ಹಾಗೂ ದೀಪೋತ್ಸವ ನಡೆಯಿತು. bbox=[826, 1297, 934, 1360]
byline: ಭೀಮ ವಿಜಯ ನ್ಯೂಸ್ bbox=[243, 108, 311, 118]
article-tobacco-protest bbox=[240, 1088, 474, 1500]
paragraph: ಶಾಸಕ ಸಿ.ಎನ್.ಬಾಲಕೃಷ್ಣ ಮಾತನಾಡಿ, ಕಲೆ, ಸಾಹಿತ್ಯ, ಕ್ರೀಡೆಗೆ ಜಿಲ್ಲೆ ಅಪಾರ ಕೊಡುಗೆ ನೀಡಿದೆ. ಕ್ಷೇತ್ರದಲ್ಲಿ ಕ್ರೀಡಾಂಗಣ ನಿರ್ಮಾಣಕ್ಕೆ ಅನುದಾನ ಮಂಜೂರು ಮಾಡಲಾಗಿದೆ. ಕಬಡ್ಡಿ ಆಟಗಾರರು ರಾಷ್ಟ್ರ ಮಟ್ಟದಲ್ಲಿ ಮಿಂಚಬೇಕು ಎಂದರು. bbox=[363, 263, 475, 326]
continued-label: 1ನೇ ಪುಟದಿಂದ ... bbox=[26, 354, 77, 364]
headline: ಡಿಸಿ ಕಚೇರಿಯಲ್ಲಿ ಉಚಿತ ಕಾನೂನು ಸಲಹಾ ಕೇಂದ್ರ ಉದ್ಘಾಟನೆ bbox=[20, 62, 224, 99]
byline: ಭೀಮ ವಿಜಯ ನ್ಯೂಸ್ bbox=[482, 1246, 550, 1256]
paragraph: ಕಾರ್ಯಕ್ರಮದಲ್ಲಿ ಸಾಹಿತಿಗಳು, ಸಂಘಟನೆಗಳ ಮುಖಂಡರು, ವಿದ್ಯಾರ್ಥಿಗಳು ಹಾಗೂ ಸಾರ್ವಜನಿಕರು ಭಾಗವಹಿಸಿದ್ದರು. ಇದೇ ಸಂದರ್ಭದಲ್ಲಿ ಸಾಧಕರನ್ನು ಸನ್ಮಾನಿಸಲಾಯಿತು. bbox=[717, 357, 933, 378]
advocate-signature bbox=[12, 1414, 232, 1466]
bullet-icon bbox=[482, 660, 489, 667]
column-rule bbox=[476, 568, 477, 1500]
article-canal-groundbreaking bbox=[8, 810, 236, 1065]
press-banner: HASSAN DIST WORKING JOURNALISTS ASSOCIATION (R.) bbox=[605, 659, 815, 685]
section-rule bbox=[238, 568, 937, 569]
paragraph: ರೈತರ ಜಮೀನುಗಳಿಗೆ ನೀರು ಹರಿಸುವ ನಿಟ್ಟಿನಲ್ಲಿ ಈ ಯೋಜನೆ ಮಹತ್ವದ್ದಾಗಿದ್ದು, ಕ್ಷೇತ್ರದ ಎಲ್ಲಾ ಗ್ರಾಮಗಳ ಅಭಿವೃದ್ಧಿಗೆ ಆದ್ಯತೆ ನೀಡಲಾಗುವುದು ಎಂದು ಶಾಸಕರು ತಿಳಿಸಿದರು. bbox=[12, 883, 232, 904]
page-number: 02 bbox=[882, 16, 919, 46]
paragraph: ಜನವರಿ 10ರಂದು ಮಕ್ಕಳ ಗಮಕ ಸ್ಪರ್ಧೆ, ಜನವರಿ 11ರಂದು ಗಮಕ ಗೋಷ್ಠಿ ಹಾಗೂ ಜನವರಿ 12ರಂದು ಸಮಾರೋಪ ಸಮಾರಂಭ ನಡೆಯಲಿದ್ದು, ಹಿರಿಯ ಗಮಕಿಗಳನ್ನು ಸನ್ಮಾನಿಸಲಾಗುವುದು. ಸಾರ್ವಜನಿಕರು ಹೆಚ್ಚಿನ ಸಂಖ್ಯೆಯಲ್ಲಿ ಭಾಗವಹಿಸಿ ಕಾರ್ಯಕ್ರಮವನ್ನು ಯಶಸ್ವಿಗೊಳಿಸಬೇಕು ಎಂದು ಮನವಿ ಮಾಡಿದರು. bbox=[826, 656, 934, 750]
